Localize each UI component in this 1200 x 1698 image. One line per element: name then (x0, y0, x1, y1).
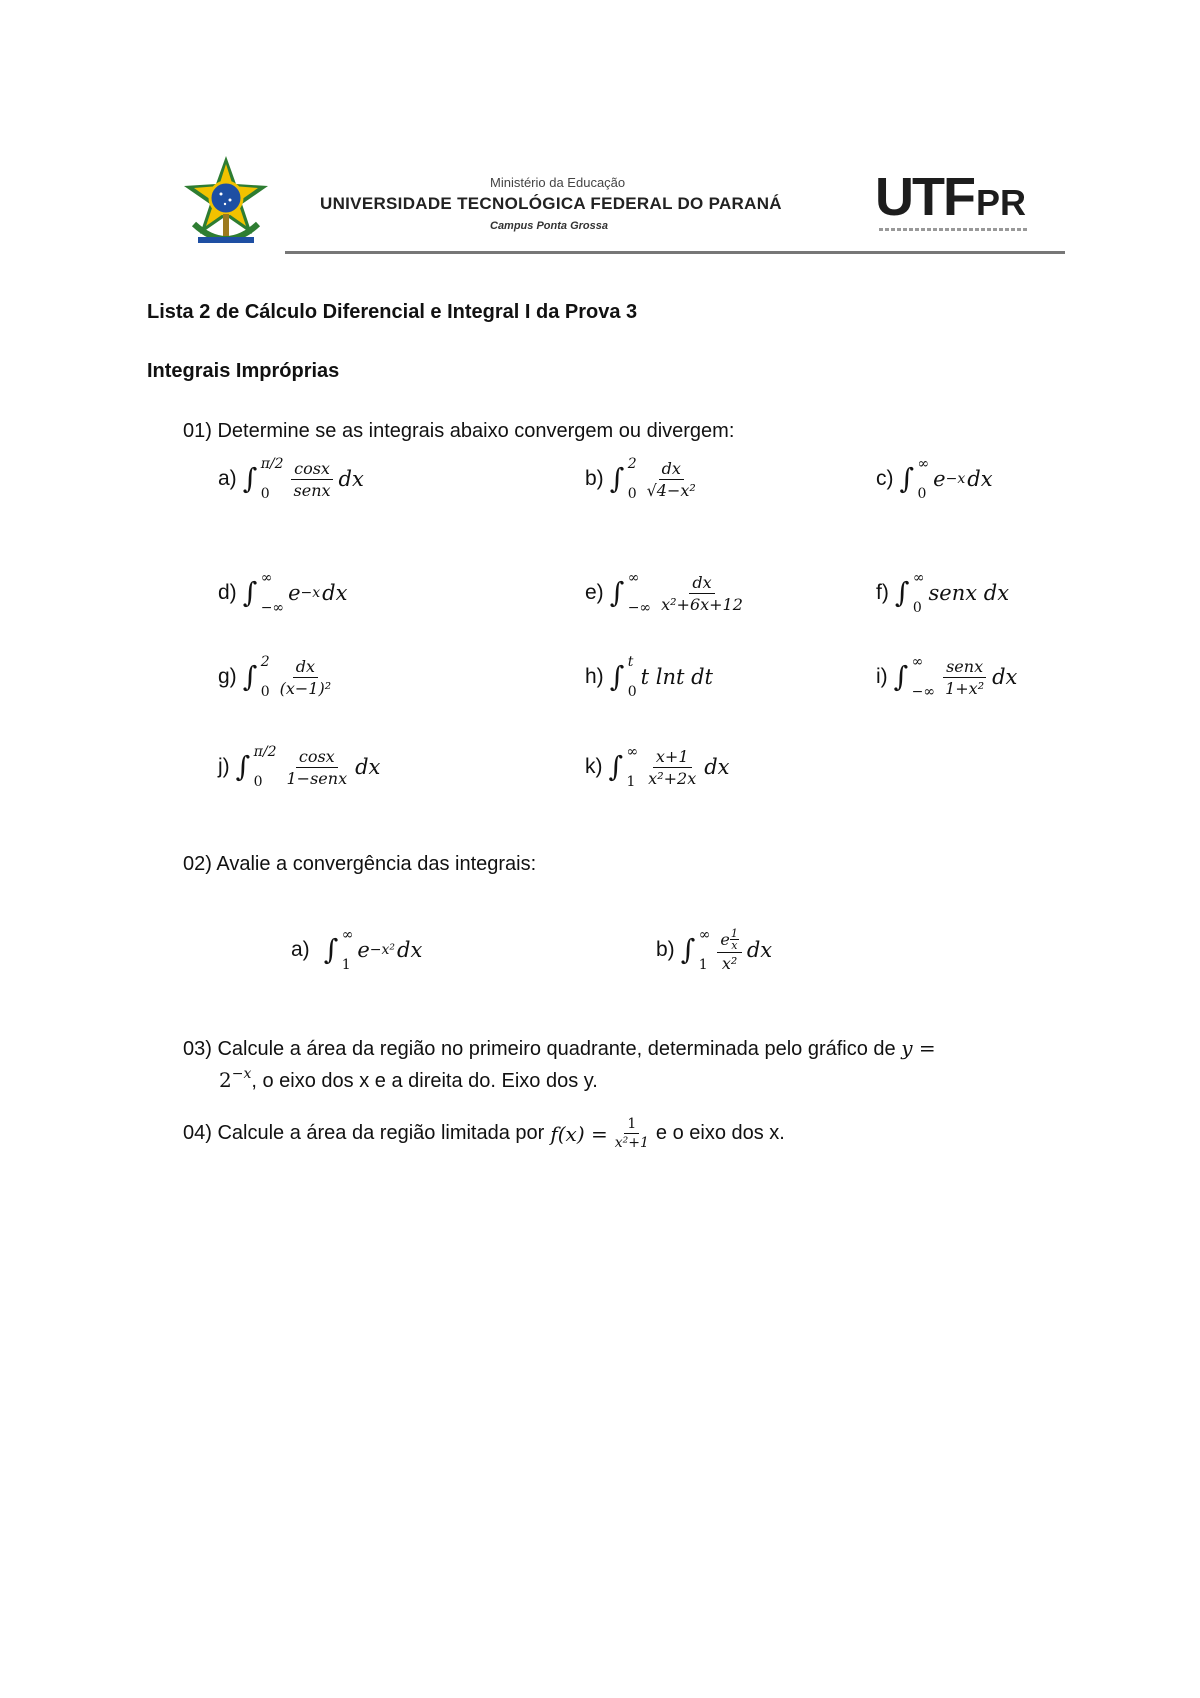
upper-limit: ∞ (627, 570, 640, 586)
item-label: b) (656, 938, 675, 961)
numerator: dx (293, 657, 318, 678)
campus-name: Campus Ponta Grossa (490, 220, 608, 232)
q1-item-g: g) ∫ 2 0 $\frac{dx}{\text{(x−1)²}}$ (218, 647, 337, 707)
denominator: x²+6x+12 (661, 594, 743, 614)
logo-tagline (879, 228, 1029, 231)
item-label: j) (218, 755, 230, 778)
numerator: dx (689, 573, 714, 594)
logo-pr: PR (975, 182, 1026, 223)
item-label: k) (585, 755, 603, 778)
q2-item-b: b) ∫ ∞ 1 e $\frac{1}{x}$ x² dx (656, 926, 773, 973)
denominator: 1+x² (945, 678, 985, 698)
math-exponent: −x (231, 1066, 252, 1082)
upper-limit: π/2 (260, 456, 284, 472)
q2-item-a: a) ∫ ∞ 1 e −x² dx (291, 927, 423, 973)
math-base: 2 (219, 1068, 232, 1092)
logo-ut: UT (875, 167, 943, 227)
differential: dx (355, 755, 381, 779)
utfpr-logo (875, 167, 1026, 227)
lower-limit: 0 (253, 774, 263, 790)
upper-limit: ∞ (911, 654, 924, 670)
q1-item-a: a) ∫ π/2 0 $\frac{\cos x}{\text{senx}}$ dx (218, 456, 364, 502)
upper-limit: t (627, 654, 634, 670)
lower-limit: 0 (917, 486, 927, 502)
item-label: e) (585, 581, 604, 604)
differential: dx (746, 938, 773, 962)
document-title: Lista 2 de Cálculo Diferencial e Integral I da Prova 3 (147, 301, 638, 323)
differential: dx (338, 467, 364, 491)
item-label: g) (218, 665, 237, 688)
exp-denominator: x (731, 938, 738, 952)
question-3-text-cont: , o eixo dos x e a direita do. Eixo dos y. (251, 1070, 598, 1092)
lower-limit: 1 (698, 957, 708, 973)
denominator: x² (721, 953, 738, 973)
lower-limit: −∞ (911, 684, 936, 700)
upper-limit: 2 (627, 456, 637, 472)
q1-item-e: e) ∫ ∞ −∞ $\frac{dx}{\text{x²+6x+12}}$ (585, 563, 749, 623)
university-name: UNIVERSIDADE TECNOLÓGICA FEDERAL DO PARANÁ (320, 194, 782, 213)
question-3-text: 03) Calcule a área da região no primeiro quadrante, determinada pelo gráfico de (183, 1038, 896, 1060)
lower-limit: −∞ (260, 600, 285, 616)
q1-item-b: b) ∫ 2 0 $\frac{dx}{\text{√4−x²}}$ (585, 449, 702, 509)
integrand-exponent: −x² (369, 942, 396, 958)
header-divider (285, 251, 1065, 254)
integrand: senx dx (928, 581, 1010, 605)
upper-limit: ∞ (626, 744, 639, 760)
upper-limit: π/2 (253, 744, 277, 760)
lower-limit: −∞ (627, 600, 652, 616)
lower-limit: 0 (260, 684, 270, 700)
integrand-base: e (288, 581, 301, 605)
numerator-base: e (720, 929, 730, 949)
denominator: (x−1)² (279, 678, 332, 698)
item-label: c) (876, 467, 894, 490)
exp-numerator: 1 (730, 926, 738, 940)
q1-item-i: i) ∫ ∞ −∞ $\frac{\text{senx}}{\text{1+x²}}$ dx (876, 654, 1018, 700)
integrand: t lnt dt (640, 665, 713, 689)
differential: dx (992, 665, 1018, 689)
upper-limit: ∞ (698, 927, 711, 943)
upper-limit: 2 (260, 654, 270, 670)
differential: dx (704, 755, 730, 779)
item-label: f) (876, 581, 889, 604)
lower-limit: 1 (341, 957, 351, 973)
numerator (717, 928, 741, 953)
item-label: i) (876, 665, 888, 688)
question-4-text: 04) Calcule a área da região limitada por (183, 1122, 545, 1144)
upper-limit: ∞ (912, 570, 925, 586)
q1-item-k: k) ∫ ∞ 1 $\frac{x+1}{\text{x²+2x}}$ dx (585, 744, 730, 790)
denominator: 1−senx (286, 768, 348, 788)
denominator: x²+2x (648, 768, 697, 788)
q1-item-f: f) ∫ ∞ 0 senx dx (876, 570, 1010, 616)
question-3-math: y = (901, 1036, 936, 1060)
denominator: senx (293, 480, 331, 500)
q1-item-c: c) ∫ ∞ 0 e −x dx (876, 456, 993, 502)
item-label: d) (218, 581, 237, 604)
q1-item-h: h) ∫ t 0 t lnt dt (585, 654, 713, 700)
ministry-label: Ministério da Educação (490, 175, 626, 190)
numerator: senx (943, 657, 986, 678)
differential: dx (397, 938, 423, 962)
item-label: h) (585, 665, 604, 688)
lower-limit: 0 (260, 486, 270, 502)
document-header (170, 150, 1070, 260)
question-2-prompt: 02) Avalie a convergência das integrais: (183, 853, 537, 875)
lower-limit: 0 (912, 600, 922, 616)
integrand-exponent: −x (300, 585, 321, 601)
item-label: a) (291, 938, 310, 961)
brazil-coat-of-arms-icon (176, 154, 276, 254)
upper-limit: ∞ (917, 456, 930, 472)
question-3-line1 (183, 1036, 936, 1061)
differential: dx (967, 467, 993, 491)
logo-f: F (942, 167, 974, 227)
lower-limit: 1 (626, 774, 636, 790)
numerator: x+1 (653, 747, 692, 768)
integrand-base: e (933, 467, 946, 491)
numerator: cosx (291, 459, 333, 480)
question-4-math: f(x) = (550, 1121, 608, 1146)
upper-limit: ∞ (260, 570, 273, 586)
section-title: Integrais Impróprias (147, 360, 340, 382)
integrand-exponent: −x (945, 471, 966, 487)
denominator: x²+1 (614, 1135, 649, 1151)
lower-limit: 0 (627, 684, 637, 700)
question-3-line2 (219, 1066, 598, 1093)
q1-item-d: d) ∫ ∞ −∞ e −x dx (218, 570, 348, 616)
q1-item-j: j) ∫ π/2 0 $\frac{\cos x}{\text{1−senx}}$ dx (218, 744, 381, 790)
question-4-text-end: e o eixo dos x. (655, 1122, 785, 1144)
numerator: 1 (624, 1116, 639, 1134)
item-label: a) (218, 467, 237, 490)
denominator: √4−x² (646, 480, 696, 500)
item-label: b) (585, 467, 604, 490)
integrand-base: e (357, 938, 370, 962)
lower-limit: 0 (627, 486, 637, 502)
numerator: dx (659, 459, 684, 480)
upper-limit: ∞ (341, 927, 354, 943)
differential: dx (322, 581, 348, 605)
question-4 (183, 1116, 785, 1151)
numerator: cosx (296, 747, 338, 768)
question-1-prompt: 01) Determine se as integrais abaixo convergem ou divergem: (183, 420, 735, 442)
